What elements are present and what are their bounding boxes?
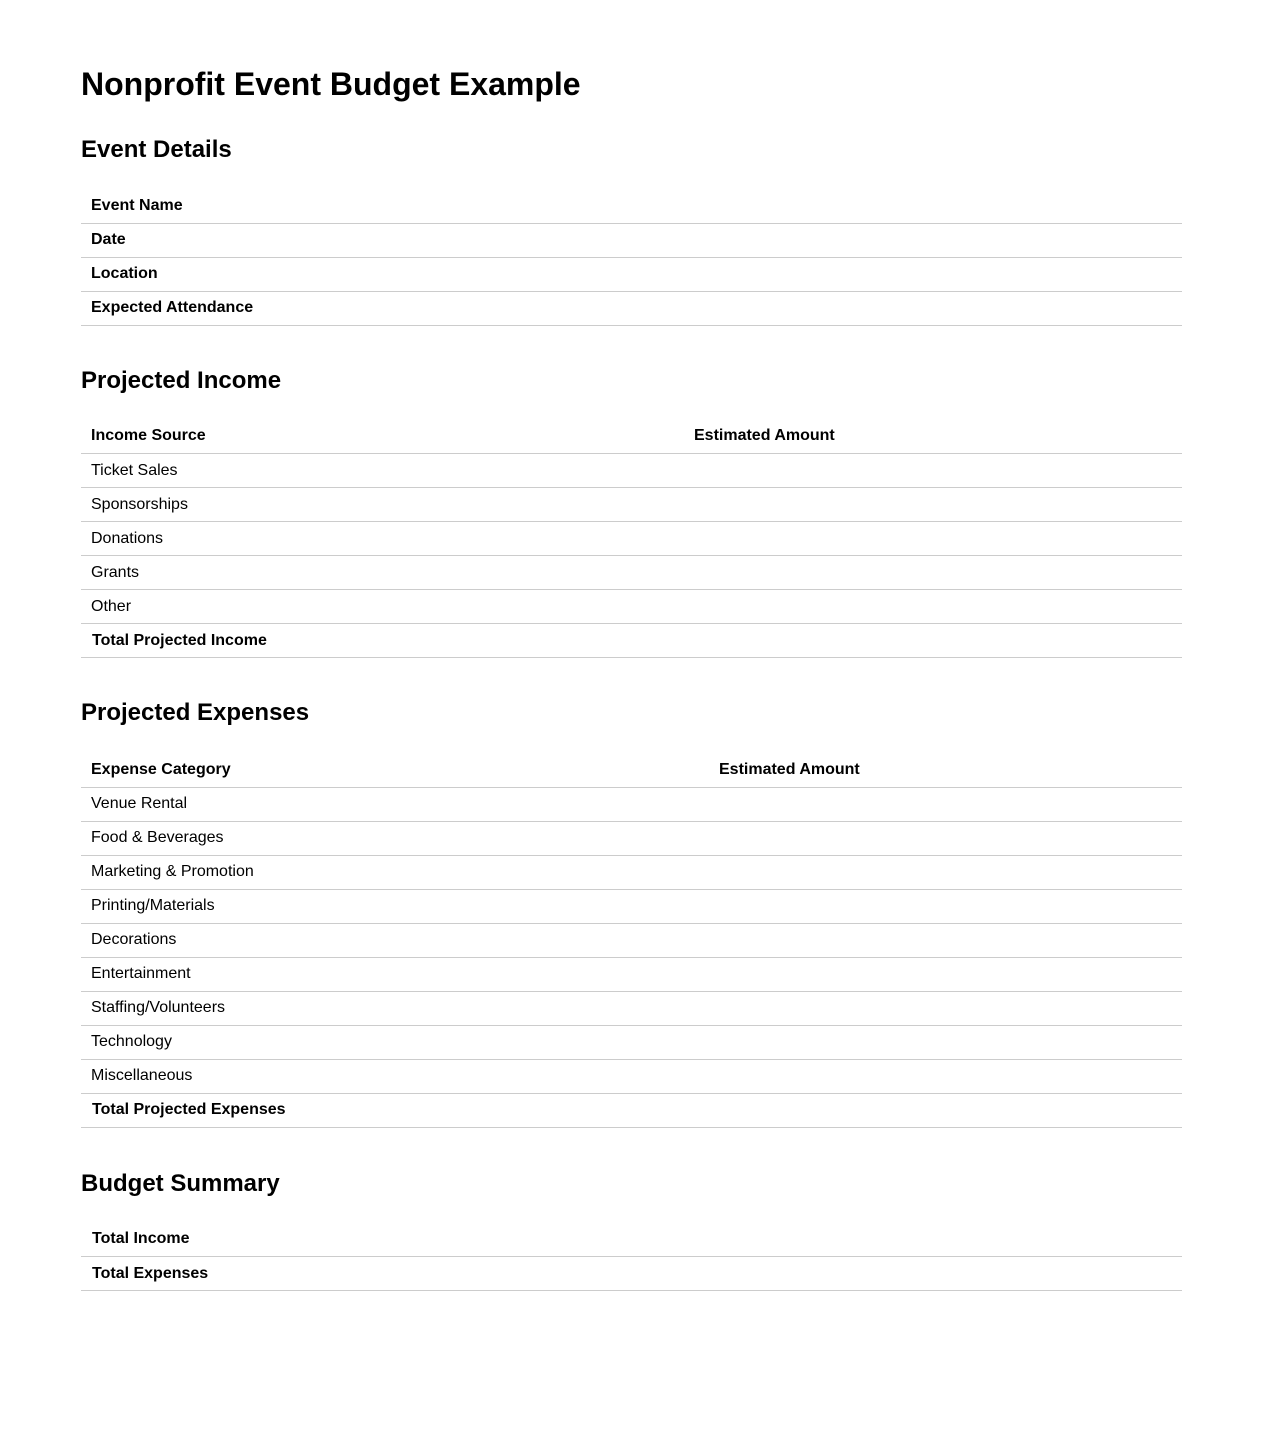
income-source: Other (81, 590, 684, 624)
table-row (81, 454, 1182, 488)
expense-amount (709, 1025, 1182, 1059)
total-projected-expenses-value (709, 1093, 1182, 1127)
table-row (81, 1257, 1182, 1291)
expense-amount (709, 889, 1182, 923)
event-name-value (632, 189, 1183, 223)
income-source: Donations (81, 522, 684, 556)
column-header-income-source: Income Source (81, 420, 684, 454)
expected-attendance-label: Expected Attendance (81, 291, 632, 325)
table-row (81, 1025, 1182, 1059)
table-row (81, 957, 1182, 991)
expense-amount (709, 923, 1182, 957)
table-row (81, 855, 1182, 889)
expense-category: Marketing & Promotion (81, 855, 709, 889)
expense-amount (709, 957, 1182, 991)
column-header-estimated-amount: Estimated Amount (709, 753, 1182, 787)
total-projected-income-value (684, 624, 1182, 658)
table-row (81, 1223, 1182, 1257)
expense-category: Decorations (81, 923, 709, 957)
expense-amount (709, 787, 1182, 821)
table-row (81, 257, 1182, 291)
expense-category: Food & Beverages (81, 821, 709, 855)
income-source: Ticket Sales (81, 454, 684, 488)
table-row (81, 522, 1182, 556)
section-heading-budget-summary: Budget Summary (81, 1169, 280, 1197)
total-projected-expenses-label: Total Projected Expenses (81, 1093, 709, 1127)
table-row (81, 488, 1182, 522)
total-expenses-label: Total Expenses (81, 1257, 632, 1291)
expense-amount (709, 821, 1182, 855)
expense-category: Venue Rental (81, 787, 709, 821)
total-expenses-value (632, 1257, 1183, 1291)
table-row (81, 1059, 1182, 1093)
location-label: Location (81, 257, 632, 291)
expense-amount (709, 991, 1182, 1025)
column-header-expense-category: Expense Category (81, 753, 709, 787)
location-value (632, 257, 1183, 291)
total-row (81, 1093, 1182, 1127)
section-heading-projected-expenses: Projected Expenses (81, 699, 310, 726)
section-heading-event-details: Event Details (81, 136, 232, 163)
total-income-value (632, 1223, 1183, 1257)
event-name-label: Event Name (81, 189, 632, 223)
income-amount (684, 454, 1182, 488)
column-header-estimated-amount: Estimated Amount (684, 420, 1182, 454)
table-row (81, 787, 1182, 821)
income-amount (684, 488, 1182, 522)
total-row (81, 624, 1182, 658)
budget-summary-table (81, 1223, 1182, 1292)
table-row (81, 889, 1182, 923)
projected-expenses-table (81, 753, 1182, 1128)
total-projected-income-label: Total Projected Income (81, 624, 684, 658)
expense-category: Printing/Materials (81, 889, 709, 923)
table-header-row (81, 420, 1182, 454)
income-amount (684, 522, 1182, 556)
table-row (81, 223, 1182, 257)
table-row (81, 189, 1182, 223)
expected-attendance-value (632, 291, 1183, 325)
date-label: Date (81, 223, 632, 257)
total-income-label: Total Income (81, 1223, 632, 1257)
income-amount (684, 590, 1182, 624)
projected-income-table (81, 420, 1182, 659)
expense-category: Entertainment (81, 957, 709, 991)
section-heading-projected-income: Projected Income (81, 366, 282, 394)
table-row (81, 590, 1182, 624)
expense-category: Staffing/Volunteers (81, 991, 709, 1025)
income-amount (684, 556, 1182, 590)
table-header-row (81, 753, 1182, 787)
expense-amount (709, 1059, 1182, 1093)
expense-category: Technology (81, 1025, 709, 1059)
table-row (81, 556, 1182, 590)
date-value (632, 223, 1183, 257)
table-row (81, 291, 1182, 325)
income-source: Sponsorships (81, 488, 684, 522)
income-source: Grants (81, 556, 684, 590)
page-title: Nonprofit Event Budget Example (81, 66, 581, 102)
table-row (81, 991, 1182, 1025)
document-page (81, 0, 1182, 1300)
expense-amount (709, 855, 1182, 889)
table-row (81, 923, 1182, 957)
event-details-table (81, 189, 1182, 326)
table-row (81, 821, 1182, 855)
expense-category: Miscellaneous (81, 1059, 709, 1093)
